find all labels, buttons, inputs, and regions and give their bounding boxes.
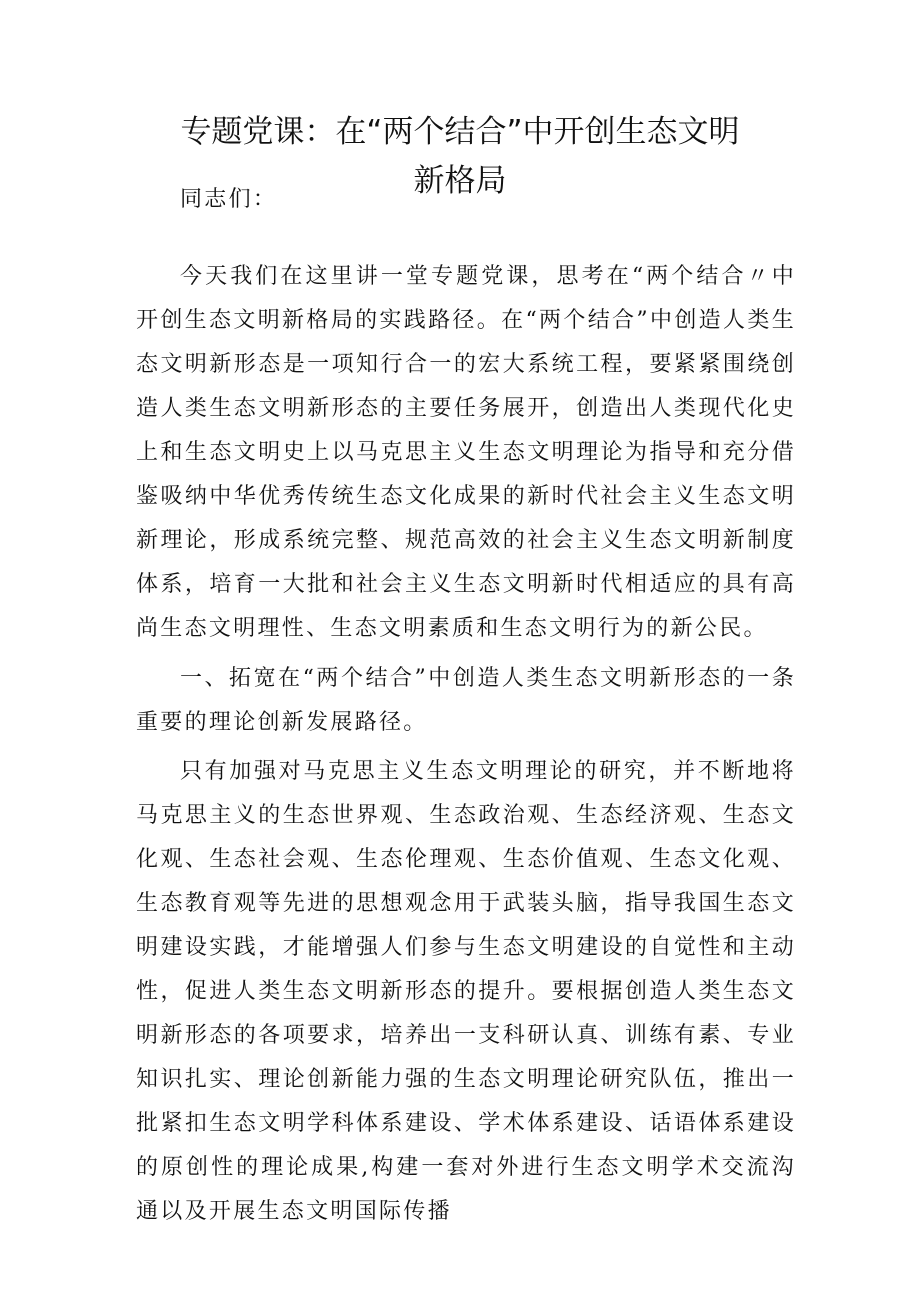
title-line-1: 专题党课：在“两个结合”中开创生态文明 bbox=[180, 114, 740, 150]
paragraph-intro: 今天我们在这里讲一堂专题党课，思考在“两个结合〃中开创生态文明新格局的实践路径。在“两个结合”中创造人类生态文明新形态是一项知行合一的宏大系统工程，要紧紧围绕创造人类生态文明新形态的主要任务展开，创造出人类现代化史上和生态文明史上以马克思主义生态文明理论为指导和充分借鉴吸纳中华优秀传统生态文化成果的新时代社会主义生态文明新理论，形成系统完整、规范高效的社会主义生态文明新制度体系，培育一大批和社会主义生态文明新时代相适应的具有高尚生态文明理性、生态文明素质和生态文明行为的新公民。 bbox=[136, 264, 796, 641]
paragraph-section-1: 只有加强对马克思主义生态文明理论的研究，并不断地将马克思主义的生态世界观、生态政治观、生态经济观、生态文化观、生态社会观、生态伦理观、生态价值观、生态文化观、生态教育观等先进的思想观念用于武装头脑，指导我国生态文明建设实践，才能增强人们参与生态文明建设的自觉性和主动性，促进人类生态文明新形态的提升。要根据创造人类生态文明新形态的各项要求，培养出一支科研认真、训练有素、专业知识扎实、理论创新能力强的生态文明理论研究队伍，推出一批紧扣生态文明学科体系建设、学术体系建设、话语体系建设的原创性的理论成果,构建一套对外进行生态文明学术交流沟通以及开展生态文明国际传播 bbox=[136, 759, 796, 1224]
section-heading-1: 一、拓宽在“两个结合”中创造人类生态文明新形态的一条重要的理论创新发展路径。 bbox=[136, 666, 796, 735]
salutation: 同志们： bbox=[180, 187, 278, 212]
title-line-2: 新格局 bbox=[413, 163, 507, 199]
